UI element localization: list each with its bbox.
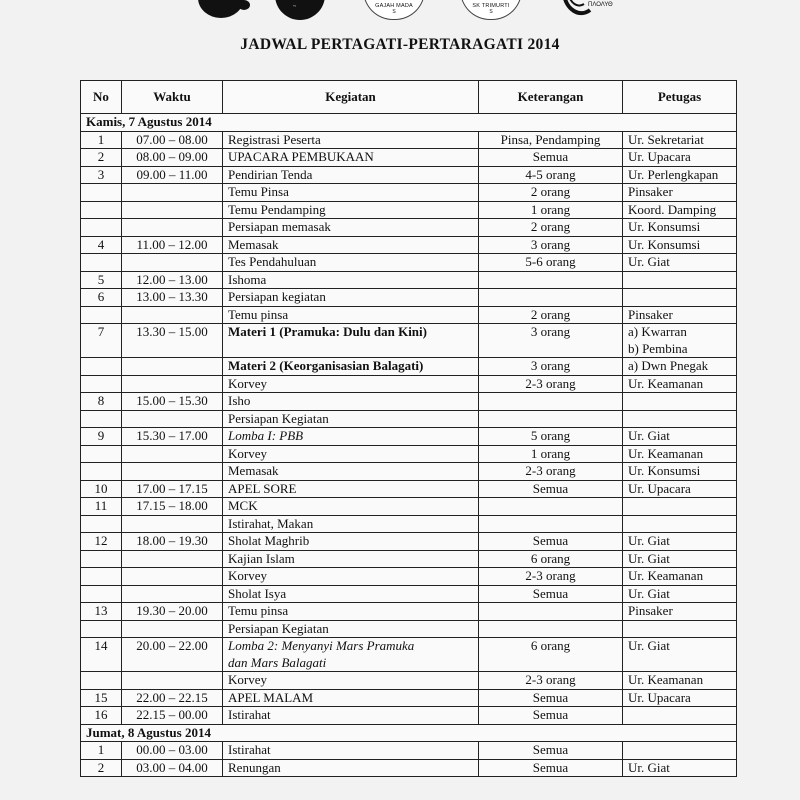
- cell-kegiatan: Temu Pendamping: [223, 201, 479, 219]
- col-header-waktu: Waktu: [122, 81, 223, 114]
- cell-kegiatan-line: Lomba 2: Menyanyi Mars Pramuka: [228, 638, 415, 653]
- col-header-keterangan: Keterangan: [479, 81, 623, 114]
- cell-keterangan: [479, 603, 623, 621]
- schedule-body: [81, 114, 737, 777]
- cell-keterangan: 2 orang: [479, 184, 623, 202]
- cell-keterangan: Pinsa, Pendamping: [479, 131, 623, 149]
- cell-waktu: [122, 620, 223, 638]
- swirl-logo: [560, 0, 620, 22]
- cell-keterangan: 4-5 orang: [479, 166, 623, 184]
- day-row: [81, 114, 737, 132]
- cell-waktu: 18.00 – 19.30: [122, 533, 223, 551]
- cell-petugas: Ur. Upacara: [623, 480, 737, 498]
- cell-petugas: Ur. Konsumsi: [623, 463, 737, 481]
- cell-kegiatan: Istirahat: [223, 742, 479, 760]
- cell-no: [81, 568, 122, 586]
- cell-kegiatan: Temu Pinsa: [223, 184, 479, 202]
- cell-waktu: 22.15 – 00.00: [122, 707, 223, 725]
- cell-kegiatan: Temu pinsa: [223, 603, 479, 621]
- cell-keterangan: Semua: [479, 585, 623, 603]
- table-row: [81, 672, 737, 690]
- cell-keterangan: Semua: [479, 533, 623, 551]
- cell-petugas-line: a) Kwarran: [628, 324, 687, 339]
- cell-kegiatan: Materi 2 (Keorganisasian Balagati): [223, 358, 479, 376]
- cell-kegiatan: Tes Pendahuluan: [223, 254, 479, 272]
- cell-petugas: Ur. Perlengkapan: [623, 166, 737, 184]
- header-row: [81, 81, 737, 114]
- cell-keterangan: 3 orang: [479, 236, 623, 254]
- cell-keterangan: 6 orang: [479, 550, 623, 568]
- cell-petugas: Ur. Keamanan: [623, 375, 737, 393]
- cell-kegiatan: Persiapan Kegiatan: [223, 410, 479, 428]
- cell-no: 14: [81, 638, 122, 672]
- cell-kegiatan: Memasak: [223, 236, 479, 254]
- cell-petugas: Pinsaker: [623, 603, 737, 621]
- cell-kegiatan: Persiapan memasak: [223, 219, 479, 237]
- cell-waktu: [122, 410, 223, 428]
- cell-petugas: Ur. Konsumsi: [623, 236, 737, 254]
- cell-kegiatan: Korvey: [223, 445, 479, 463]
- cell-kegiatan: APEL SORE: [223, 480, 479, 498]
- cell-kegiatan: Pendirian Tenda: [223, 166, 479, 184]
- cell-petugas: Ur. Konsumsi: [623, 219, 737, 237]
- cell-waktu: 20.00 – 22.00: [122, 638, 223, 672]
- cell-petugas: Ur. Giat: [623, 254, 737, 272]
- cell-petugas: [623, 393, 737, 411]
- badge-subtext: S: [392, 9, 396, 15]
- cell-kegiatan: MCK: [223, 498, 479, 516]
- cell-no: [81, 515, 122, 533]
- cell-kegiatan: Registrasi Peserta: [223, 131, 479, 149]
- table-row: [81, 149, 737, 167]
- cell-waktu: [122, 358, 223, 376]
- table-row: [81, 585, 737, 603]
- col-header-no: No: [81, 81, 122, 114]
- table-row: [81, 410, 737, 428]
- table-row: [81, 515, 737, 533]
- cell-keterangan: 2 orang: [479, 219, 623, 237]
- cell-kegiatan: Lomba I: PBB: [223, 428, 479, 446]
- cell-keterangan: 2 orang: [479, 306, 623, 324]
- cell-no: [81, 254, 122, 272]
- cell-waktu: [122, 550, 223, 568]
- cell-no: [81, 306, 122, 324]
- badge-subtext: S: [489, 9, 493, 15]
- cell-no: 12: [81, 533, 122, 551]
- cell-kegiatan: Ishoma: [223, 271, 479, 289]
- cell-keterangan: [479, 620, 623, 638]
- cell-no: 5: [81, 271, 122, 289]
- table-row: [81, 236, 737, 254]
- cell-petugas: [623, 324, 737, 358]
- cell-waktu: 15.30 – 17.00: [122, 428, 223, 446]
- cell-petugas: Ur. Keamanan: [623, 568, 737, 586]
- cell-waktu: [122, 184, 223, 202]
- cell-petugas: Ur. Upacara: [623, 689, 737, 707]
- cell-petugas: Ur. Giat: [623, 585, 737, 603]
- cell-waktu: 17.00 – 17.15: [122, 480, 223, 498]
- cell-kegiatan: Renungan: [223, 759, 479, 777]
- cell-petugas: [623, 498, 737, 516]
- cell-keterangan: [479, 393, 623, 411]
- page-title: JADWAL PERTAGATI-PERTARAGATI 2014: [240, 36, 560, 53]
- table-row: [81, 184, 737, 202]
- cell-keterangan: Semua: [479, 689, 623, 707]
- badge-text: GAJAH MADA: [375, 3, 413, 9]
- cell-keterangan: 5-6 orang: [479, 254, 623, 272]
- cell-keterangan: Semua: [479, 149, 623, 167]
- cell-kegiatan: Isho: [223, 393, 479, 411]
- trimurti-badge-logo: [460, 0, 522, 20]
- cell-waktu: 13.00 – 13.30: [122, 289, 223, 307]
- cell-no: 1: [81, 131, 122, 149]
- round-emblem-logo: [275, 0, 325, 20]
- table-row: [81, 219, 737, 237]
- cell-waktu: [122, 672, 223, 690]
- cell-no: [81, 620, 122, 638]
- cell-waktu: [122, 306, 223, 324]
- cell-kegiatan: Kajian Islam: [223, 550, 479, 568]
- cell-petugas: [623, 410, 737, 428]
- cell-waktu: [122, 463, 223, 481]
- cell-waktu: [122, 445, 223, 463]
- cell-petugas: [623, 289, 737, 307]
- table-row: [81, 166, 737, 184]
- day-label: Kamis, 7 Agustus 2014: [81, 114, 737, 132]
- table-row: [81, 620, 737, 638]
- cell-petugas: Ur. Sekretariat: [623, 131, 737, 149]
- cell-no: 7: [81, 324, 122, 358]
- day-label: Jumat, 8 Agustus 2014: [81, 724, 737, 742]
- cell-petugas: Koord. Damping: [623, 201, 737, 219]
- cell-no: 8: [81, 393, 122, 411]
- table-row: [81, 463, 737, 481]
- cell-kegiatan-line: dan Mars Balagati: [228, 654, 327, 670]
- cell-petugas: Ur. Giat: [623, 638, 737, 672]
- cell-no: 3: [81, 166, 122, 184]
- table-row: [81, 742, 737, 760]
- cell-kegiatan: Sholat Isya: [223, 585, 479, 603]
- cell-petugas: Pinsaker: [623, 306, 737, 324]
- cell-waktu: 17.15 – 18.00: [122, 498, 223, 516]
- cell-petugas: Ur. Giat: [623, 550, 737, 568]
- table-row: [81, 393, 737, 411]
- cell-petugas: [623, 707, 737, 725]
- cell-keterangan: 2-3 orang: [479, 672, 623, 690]
- cell-keterangan: Semua: [479, 480, 623, 498]
- table-row: [81, 324, 737, 358]
- cell-petugas: Ur. Upacara: [623, 149, 737, 167]
- cell-no: 9: [81, 428, 122, 446]
- table-row: [81, 707, 737, 725]
- cell-no: 2: [81, 149, 122, 167]
- cell-keterangan: Semua: [479, 707, 623, 725]
- cell-kegiatan: [223, 638, 479, 672]
- cell-keterangan: Semua: [479, 742, 623, 760]
- cell-kegiatan: Persiapan kegiatan: [223, 289, 479, 307]
- cell-no: 6: [81, 289, 122, 307]
- cell-keterangan: 5 orang: [479, 428, 623, 446]
- header-logos: [0, 0, 800, 28]
- cell-keterangan: 3 orang: [479, 358, 623, 376]
- cell-no: [81, 672, 122, 690]
- cell-keterangan: 3 orang: [479, 324, 623, 358]
- cell-waktu: 19.30 – 20.00: [122, 603, 223, 621]
- cell-waktu: 13.30 – 15.00: [122, 324, 223, 358]
- cell-kegiatan: Sholat Maghrib: [223, 533, 479, 551]
- table-row: [81, 498, 737, 516]
- cell-keterangan: 6 orang: [479, 638, 623, 672]
- table-row: [81, 445, 737, 463]
- cell-kegiatan: APEL MALAM: [223, 689, 479, 707]
- cell-waktu: 08.00 – 09.00: [122, 149, 223, 167]
- cell-no: 15: [81, 689, 122, 707]
- cell-petugas: a) Dwn Pnegak: [623, 358, 737, 376]
- cell-no: [81, 585, 122, 603]
- cell-waktu: [122, 585, 223, 603]
- cell-petugas: Ur. Giat: [623, 428, 737, 446]
- cell-no: [81, 445, 122, 463]
- table-row: [81, 201, 737, 219]
- cell-keterangan: [479, 271, 623, 289]
- scout-emblem-logo: [198, 0, 244, 18]
- cell-no: 16: [81, 707, 122, 725]
- day-row: [81, 724, 737, 742]
- table-row: [81, 271, 737, 289]
- round-emblem-mark: ~: [293, 4, 297, 10]
- cell-waktu: [122, 254, 223, 272]
- cell-keterangan: 1 orang: [479, 445, 623, 463]
- table-row: [81, 480, 737, 498]
- cell-no: 4: [81, 236, 122, 254]
- cell-keterangan: [479, 515, 623, 533]
- cell-waktu: 22.00 – 22.15: [122, 689, 223, 707]
- table-row: [81, 759, 737, 777]
- cell-kegiatan: Istirahat, Makan: [223, 515, 479, 533]
- cell-waktu: 15.00 – 15.30: [122, 393, 223, 411]
- cell-kegiatan: Memasak: [223, 463, 479, 481]
- cell-no: 13: [81, 603, 122, 621]
- swirl-logo-text: ΠΛΟΛΥΘ: [588, 2, 613, 8]
- table-row: [81, 428, 737, 446]
- cell-no: [81, 358, 122, 376]
- schedule-table: [80, 80, 737, 777]
- cell-petugas: [623, 620, 737, 638]
- cell-waktu: 11.00 – 12.00: [122, 236, 223, 254]
- table-row: [81, 638, 737, 672]
- cell-no: [81, 463, 122, 481]
- cell-kegiatan: Istirahat: [223, 707, 479, 725]
- table-row: [81, 375, 737, 393]
- cell-petugas: [623, 271, 737, 289]
- cell-keterangan: 2-3 orang: [479, 375, 623, 393]
- cell-waktu: [122, 375, 223, 393]
- cell-petugas: [623, 742, 737, 760]
- cell-petugas: Ur. Giat: [623, 533, 737, 551]
- table-row: [81, 533, 737, 551]
- cell-no: [81, 410, 122, 428]
- cell-keterangan: 2-3 orang: [479, 568, 623, 586]
- cell-kegiatan: Persiapan Kegiatan: [223, 620, 479, 638]
- cell-petugas: Pinsaker: [623, 184, 737, 202]
- cell-no: 10: [81, 480, 122, 498]
- table-row: [81, 306, 737, 324]
- cell-waktu: [122, 568, 223, 586]
- table-row: [81, 603, 737, 621]
- cell-petugas: [623, 515, 737, 533]
- cell-petugas: Ur. Keamanan: [623, 672, 737, 690]
- cell-waktu: [122, 515, 223, 533]
- cell-no: 2: [81, 759, 122, 777]
- cell-waktu: 12.00 – 13.00: [122, 271, 223, 289]
- cell-kegiatan: Temu pinsa: [223, 306, 479, 324]
- cell-no: [81, 550, 122, 568]
- table-row: [81, 289, 737, 307]
- table-row: [81, 254, 737, 272]
- table-row: [81, 550, 737, 568]
- cell-keterangan: [479, 289, 623, 307]
- cell-keterangan: Semua: [479, 759, 623, 777]
- table-row: [81, 358, 737, 376]
- cell-petugas-line: b) Pembina: [628, 340, 688, 356]
- cell-no: [81, 184, 122, 202]
- col-header-petugas: Petugas: [623, 81, 737, 114]
- col-header-kegiatan: Kegiatan: [223, 81, 479, 114]
- cell-kegiatan: Korvey: [223, 568, 479, 586]
- table-row: [81, 689, 737, 707]
- cell-waktu: 03.00 – 04.00: [122, 759, 223, 777]
- cell-kegiatan: UPACARA PEMBUKAAN: [223, 149, 479, 167]
- cell-keterangan: 1 orang: [479, 201, 623, 219]
- cell-waktu: 07.00 – 08.00: [122, 131, 223, 149]
- cell-keterangan: 2-3 orang: [479, 463, 623, 481]
- gajah-mada-badge-logo: [363, 0, 425, 20]
- badge-text: SK TRIMURTI: [472, 3, 510, 9]
- cell-waktu: 00.00 – 03.00: [122, 742, 223, 760]
- cell-kegiatan: Korvey: [223, 672, 479, 690]
- cell-keterangan: [479, 410, 623, 428]
- cell-petugas: Ur. Keamanan: [623, 445, 737, 463]
- cell-kegiatan: Materi 1 (Pramuka: Dulu dan Kini): [223, 324, 479, 358]
- cell-waktu: [122, 219, 223, 237]
- cell-petugas: Ur. Giat: [623, 759, 737, 777]
- cell-no: 1: [81, 742, 122, 760]
- cell-no: 11: [81, 498, 122, 516]
- cell-kegiatan: Korvey: [223, 375, 479, 393]
- cell-no: [81, 375, 122, 393]
- cell-no: [81, 201, 122, 219]
- table-row: [81, 568, 737, 586]
- cell-waktu: 09.00 – 11.00: [122, 166, 223, 184]
- table-row: [81, 131, 737, 149]
- cell-keterangan: [479, 498, 623, 516]
- cell-waktu: [122, 201, 223, 219]
- cell-no: [81, 219, 122, 237]
